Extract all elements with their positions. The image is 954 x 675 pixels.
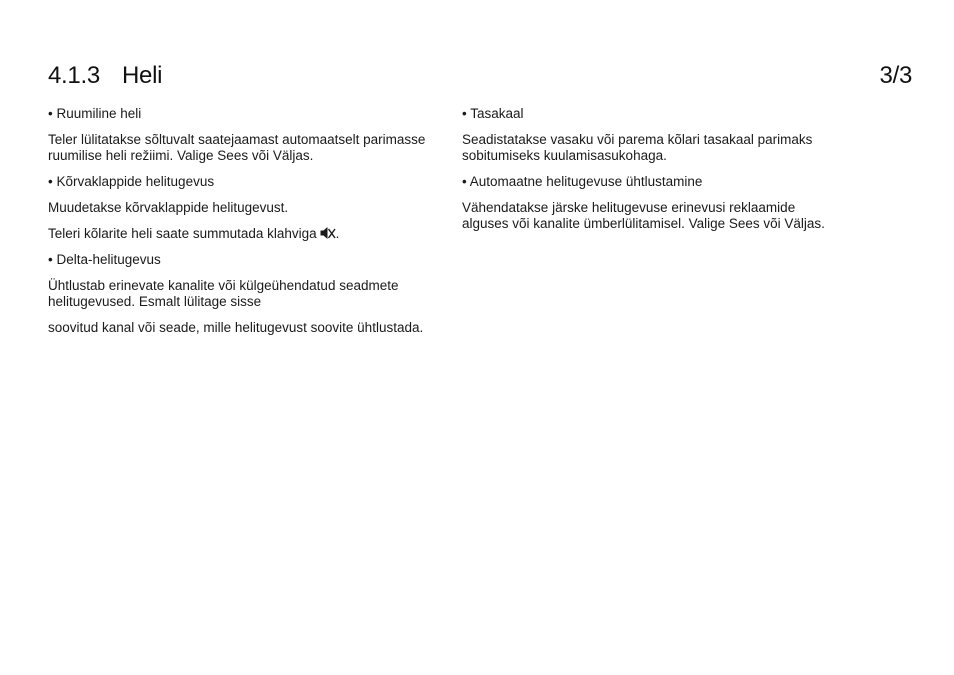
mute-instruction-period: . — [335, 226, 340, 241]
delta-volume-title: • Delta-helitugevus — [48, 252, 161, 267]
mute-instruction-text: Teleri kõlarite heli saate summutada klahviga — [48, 226, 317, 241]
mute-instruction — [48, 226, 428, 242]
surround-title: • Ruumiline heli — [48, 106, 142, 121]
headphone-volume-text: Muudetakse kõrvaklappide helitugevust. — [48, 200, 289, 215]
delta-volume-text-1: Ühtlustab erinevate kanalite või külgeühendatud seadmete helitugevused. Esmalt lülitage sisse — [48, 278, 399, 309]
right-column — [462, 106, 842, 242]
auto-volume-leveling-text: Vähendatakse järske helitugevuse erinevusi reklaamide alguses või kanalite ümberlülitamisel. Valige Sees või Väljas. — [462, 200, 825, 231]
headphone-volume-title: • Kõrvaklappide helitugevus — [48, 174, 215, 189]
auto-volume-leveling-title: • Automaatne helitugevuse ühtlustamine — [462, 174, 703, 189]
section-number: 4.1.3 — [48, 62, 100, 89]
delta-volume-text-2: soovitud kanal või seade, mille helitugevust soovite ühtlustada. — [48, 320, 424, 335]
mute-speaker-icon — [320, 226, 336, 240]
surround-text: Teler lülitatakse sõltuvalt saatejaamast automaatselt parimasse ruumilise heli režiimi. Valige Sees või Väljas. — [48, 132, 426, 163]
balance-title: • Tasakaal — [462, 106, 524, 121]
left-column — [48, 106, 428, 346]
balance-text: Seadistatakse vasaku või parema kõlari tasakaal parimaks sobitumiseks kuulamisasukohaga. — [462, 132, 813, 163]
page-title: Heli — [122, 62, 163, 89]
page-indicator: 3/3 — [879, 62, 912, 89]
